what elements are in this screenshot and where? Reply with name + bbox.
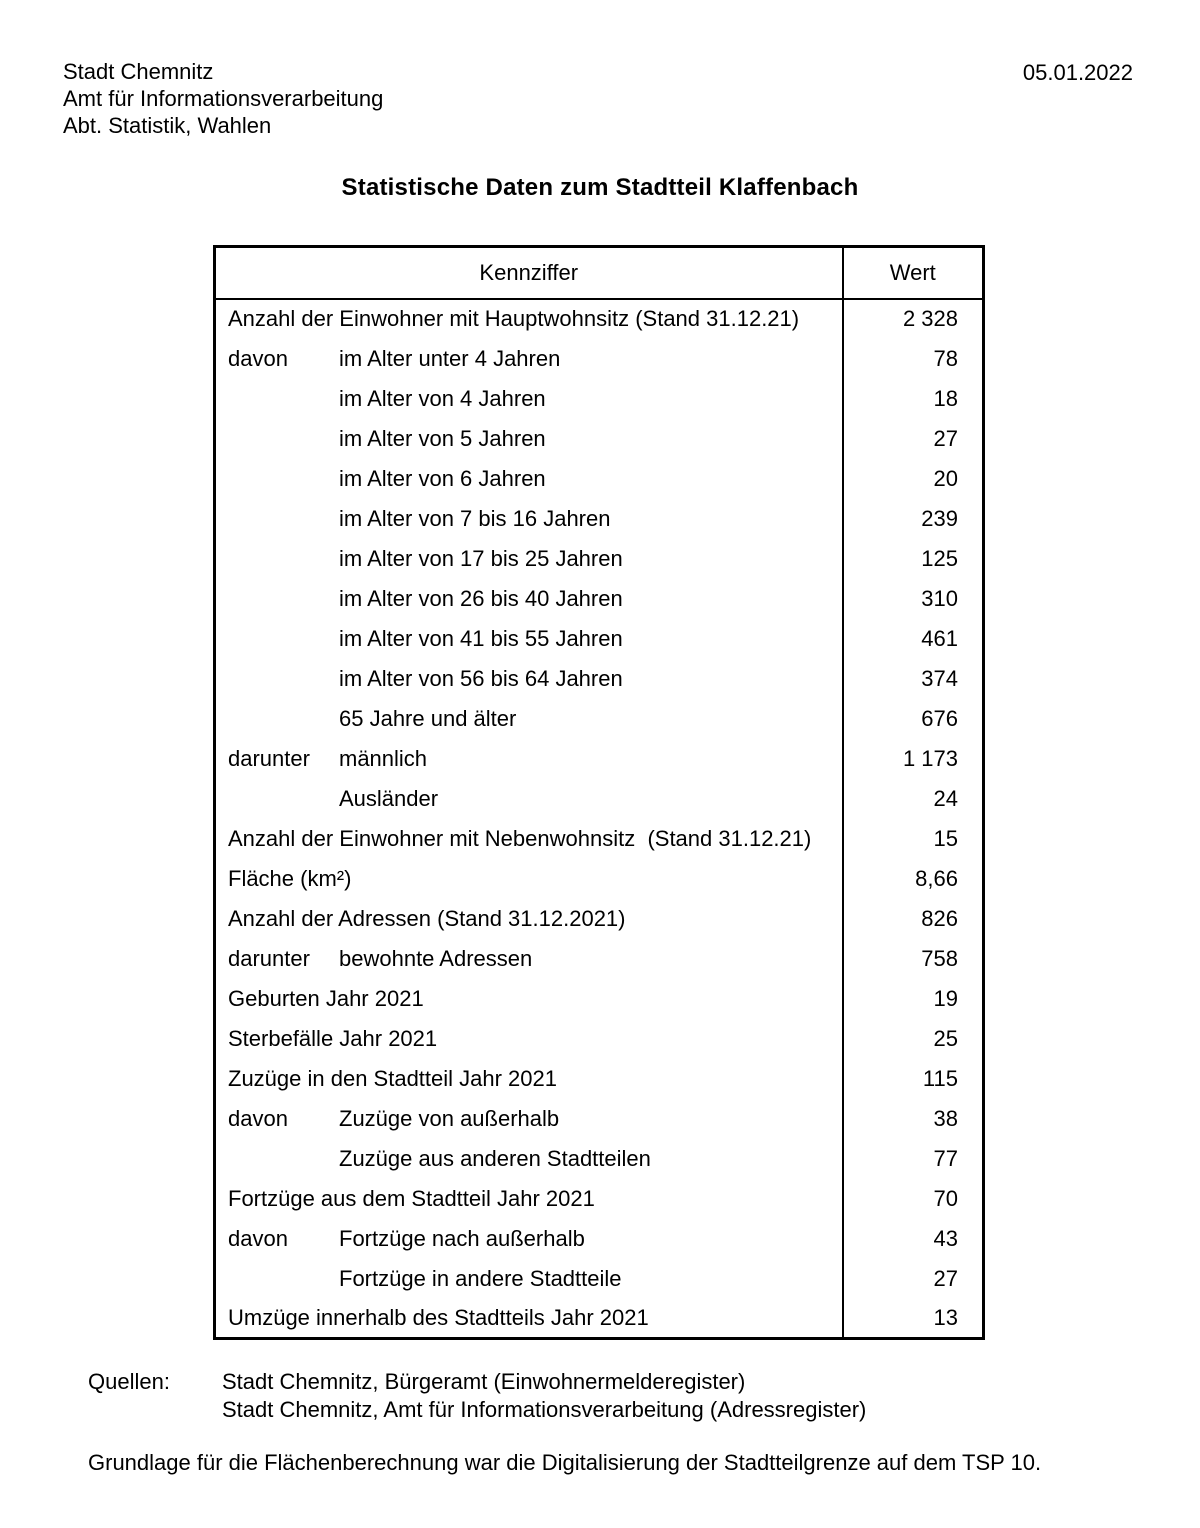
page-title: Statistische Daten zum Stadtteil Klaffenbach bbox=[341, 174, 859, 201]
row-label: 65 Jahre und älter bbox=[339, 705, 517, 731]
table-row bbox=[215, 699, 984, 739]
source-line-2: Stadt Chemnitz, Amt für Informationsverarbeitung (Adressregister) bbox=[222, 1397, 867, 1422]
source-line-1: Stadt Chemnitz, Bürgeramt (Einwohnermelderegister) bbox=[222, 1369, 746, 1394]
row-prefix: darunter bbox=[228, 945, 310, 971]
table-row bbox=[215, 1179, 984, 1219]
row-label: im Alter von 17 bis 25 Jahren bbox=[339, 545, 623, 571]
kennziffer-cell bbox=[215, 539, 843, 579]
letterhead-line-1: Stadt Chemnitz bbox=[63, 59, 214, 84]
wert-cell: 25 bbox=[843, 1019, 984, 1059]
row-label: Sterbefälle Jahr 2021 bbox=[228, 1025, 438, 1051]
wert-cell: 676 bbox=[843, 699, 984, 739]
kennziffer-cell bbox=[215, 1019, 843, 1059]
kennziffer-cell bbox=[215, 339, 843, 379]
statistics-table bbox=[213, 245, 985, 1340]
table-row bbox=[215, 859, 984, 899]
row-prefix: davon bbox=[228, 1225, 288, 1251]
wert-cell: 310 bbox=[843, 579, 984, 619]
kennziffer-cell bbox=[215, 739, 843, 779]
row-label: im Alter von 56 bis 64 Jahren bbox=[339, 665, 623, 691]
wert-cell: 2 328 bbox=[843, 299, 984, 339]
row-prefix: davon bbox=[228, 345, 288, 371]
row-label: im Alter von 41 bis 55 Jahren bbox=[339, 625, 623, 651]
table-row bbox=[215, 619, 984, 659]
kennziffer-cell bbox=[215, 859, 843, 899]
table-row bbox=[215, 339, 984, 379]
kennziffer-cell bbox=[215, 379, 843, 419]
wert-cell: 20 bbox=[843, 459, 984, 499]
kennziffer-cell bbox=[215, 659, 843, 699]
row-label: Zuzüge in den Stadtteil Jahr 2021 bbox=[228, 1065, 558, 1091]
table-row bbox=[215, 659, 984, 699]
wert-cell: 758 bbox=[843, 939, 984, 979]
kennziffer-cell bbox=[215, 1219, 843, 1259]
table-row bbox=[215, 539, 984, 579]
wert-cell: 27 bbox=[843, 419, 984, 459]
table-row bbox=[215, 419, 984, 459]
kennziffer-cell bbox=[215, 819, 843, 859]
letterhead bbox=[63, 58, 383, 139]
wert-cell: 38 bbox=[843, 1099, 984, 1139]
kennziffer-cell bbox=[215, 1139, 843, 1179]
kennziffer-cell bbox=[215, 779, 843, 819]
row-label: Zuzüge aus anderen Stadtteilen bbox=[339, 1145, 651, 1171]
table-row bbox=[215, 579, 984, 619]
wert-cell: 19 bbox=[843, 979, 984, 1019]
row-prefix: darunter bbox=[228, 745, 310, 771]
wert-cell: 826 bbox=[843, 899, 984, 939]
table-row bbox=[215, 1259, 984, 1299]
row-label: im Alter von 4 Jahren bbox=[339, 385, 546, 411]
table-row bbox=[215, 1059, 984, 1099]
table-row bbox=[215, 979, 984, 1019]
kennziffer-cell bbox=[215, 1179, 843, 1219]
kennziffer-cell bbox=[215, 1259, 843, 1299]
row-prefix: davon bbox=[228, 1105, 288, 1131]
sources-list bbox=[222, 1368, 866, 1424]
row-label: im Alter von 7 bis 16 Jahren bbox=[339, 505, 611, 531]
row-label: Anzahl der Einwohner mit Nebenwohnsitz (Stand 31.12.21) bbox=[228, 825, 812, 851]
row-label: Anzahl der Adressen (Stand 31.12.2021) bbox=[228, 905, 626, 931]
column-header-wert: Wert bbox=[843, 247, 984, 299]
table-row bbox=[215, 1219, 984, 1259]
row-label: Geburten Jahr 2021 bbox=[228, 985, 424, 1011]
table-row bbox=[215, 1139, 984, 1179]
table-row bbox=[215, 739, 984, 779]
kennziffer-cell bbox=[215, 499, 843, 539]
row-label: im Alter von 5 Jahren bbox=[339, 425, 546, 451]
kennziffer-cell bbox=[215, 699, 843, 739]
table-row bbox=[215, 299, 984, 339]
kennziffer-cell bbox=[215, 939, 843, 979]
row-label: Umzüge innerhalb des Stadtteils Jahr 2021 bbox=[228, 1304, 649, 1330]
wert-cell: 13 bbox=[843, 1299, 984, 1339]
kennziffer-cell bbox=[215, 619, 843, 659]
table-row bbox=[215, 1099, 984, 1139]
row-label: Fortzüge aus dem Stadtteil Jahr 2021 bbox=[228, 1185, 595, 1211]
kennziffer-cell bbox=[215, 979, 843, 1019]
wert-cell: 78 bbox=[843, 339, 984, 379]
wert-cell: 8,66 bbox=[843, 859, 984, 899]
row-label: Fläche (km²) bbox=[228, 865, 352, 891]
table-row bbox=[215, 939, 984, 979]
row-label: bewohnte Adressen bbox=[339, 945, 533, 971]
row-label: im Alter von 6 Jahren bbox=[339, 465, 546, 491]
table-row bbox=[215, 1019, 984, 1059]
kennziffer-cell bbox=[215, 899, 843, 939]
area-calculation-note: Grundlage für die Flächenberechnung war die Digitalisierung der Stadtteilgrenze auf dem TSP 10. bbox=[88, 1450, 1042, 1475]
table-row bbox=[215, 819, 984, 859]
kennziffer-cell bbox=[215, 1099, 843, 1139]
row-label: Ausländer bbox=[339, 785, 439, 811]
kennziffer-cell bbox=[215, 1059, 843, 1099]
table-row bbox=[215, 1299, 984, 1339]
sources-block bbox=[88, 1368, 866, 1424]
wert-cell: 461 bbox=[843, 619, 984, 659]
table-row bbox=[215, 499, 984, 539]
row-label: im Alter unter 4 Jahren bbox=[339, 345, 561, 371]
wert-cell: 77 bbox=[843, 1139, 984, 1179]
row-label: im Alter von 26 bis 40 Jahren bbox=[339, 585, 623, 611]
wert-cell: 18 bbox=[843, 379, 984, 419]
wert-cell: 27 bbox=[843, 1259, 984, 1299]
table-row bbox=[215, 779, 984, 819]
wert-cell: 15 bbox=[843, 819, 984, 859]
table-body bbox=[215, 299, 984, 1339]
kennziffer-cell bbox=[215, 579, 843, 619]
kennziffer-cell bbox=[215, 299, 843, 339]
wert-cell: 70 bbox=[843, 1179, 984, 1219]
row-label: männlich bbox=[339, 745, 428, 771]
letterhead-line-2: Amt für Informationsverarbeitung bbox=[63, 86, 384, 111]
row-label: Anzahl der Einwohner mit Hauptwohnsitz (Stand 31.12.21) bbox=[228, 306, 800, 331]
letterhead-line-3: Abt. Statistik, Wahlen bbox=[63, 113, 272, 138]
kennziffer-cell bbox=[215, 459, 843, 499]
wert-cell: 125 bbox=[843, 539, 984, 579]
wert-cell: 24 bbox=[843, 779, 984, 819]
column-header-kennziffer: Kennziffer bbox=[215, 247, 843, 299]
row-label: Fortzüge nach außerhalb bbox=[339, 1225, 585, 1251]
row-label: Fortzüge in andere Stadtteile bbox=[339, 1265, 622, 1291]
kennziffer-cell bbox=[215, 1299, 843, 1339]
wert-cell: 115 bbox=[843, 1059, 984, 1099]
table-row bbox=[215, 459, 984, 499]
wert-cell: 239 bbox=[843, 499, 984, 539]
wert-cell: 1 173 bbox=[843, 739, 984, 779]
table-row bbox=[215, 899, 984, 939]
kennziffer-cell bbox=[215, 419, 843, 459]
row-label: Zuzüge von außerhalb bbox=[339, 1105, 560, 1131]
document-date: 05.01.2022 bbox=[1022, 60, 1133, 85]
wert-cell: 43 bbox=[843, 1219, 984, 1259]
sources-label: Quellen: bbox=[88, 1369, 170, 1394]
table-row bbox=[215, 379, 984, 419]
wert-cell: 374 bbox=[843, 659, 984, 699]
table-header-row bbox=[215, 247, 984, 299]
